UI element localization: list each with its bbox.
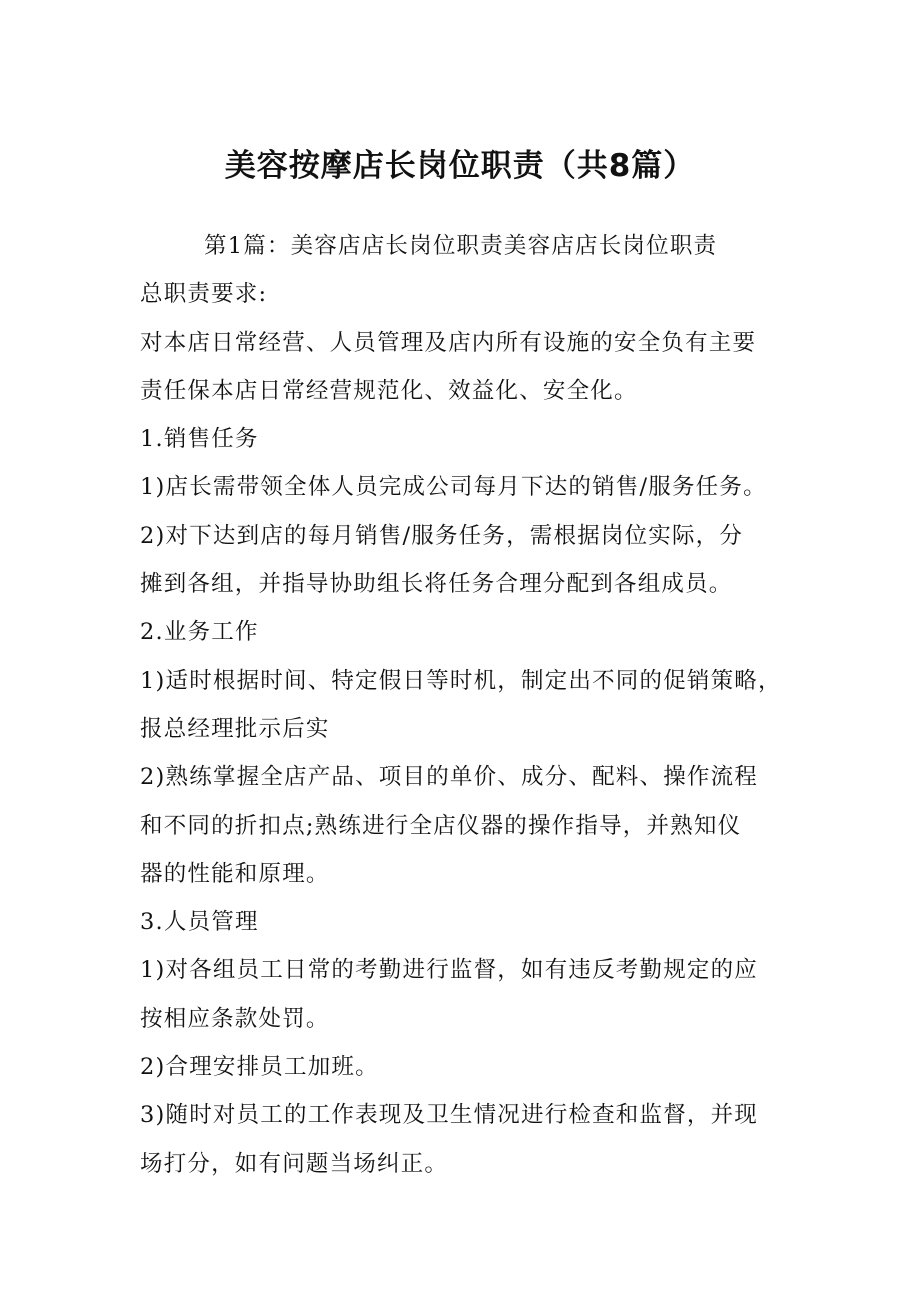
text-line: 3)随时对员工的工作表现及卫生情况进行检查和监督，并现 <box>140 1102 758 1129</box>
text-line: 和不同的折扣点;熟练进行全店仪器的操作指导，并熟知仪 <box>140 812 742 839</box>
text-line: 1)适时根据时间、特定假日等时机，制定出不同的促销策略， <box>140 667 782 694</box>
section-heading-sales: 1.销售任务 <box>140 426 259 453</box>
text-line: 总职责要求: <box>140 281 268 308</box>
document-body <box>140 222 790 1188</box>
section-heading-business: 2.业务工作 <box>140 619 259 646</box>
text-line: 2)合理安排员工加班。 <box>140 1054 379 1081</box>
text-line: 器的性能和原理。 <box>140 860 330 887</box>
chapter-heading: 第1篇：美容店店长岗位职责美容店店长岗位职责 <box>204 233 718 259</box>
text-line: 摊到各组，并指导协助组长将任务合理分配到各组成员。 <box>140 571 733 598</box>
text-line: 1)店长需带领全体人员完成公司每月下达的销售/服务任务。 <box>140 474 767 501</box>
text-line: 对本店日常经营、人员管理及店内所有设施的安全负有主要 <box>140 329 757 356</box>
text-line: 2)熟练掌握全店产品、项目的单价、成分、配料、操作流程 <box>140 764 758 791</box>
document-title: 美容按摩店长岗位职责（共8篇） <box>224 148 696 184</box>
text-line: 责任保本店日常经营规范化、效益化、安全化。 <box>140 377 638 404</box>
text-line: 报总经理批示后实 <box>140 715 330 742</box>
text-line: 按相应条款处罚。 <box>140 1005 330 1032</box>
text-line: 2)对下达到店的每月销售/服务任务，需根据岗位实际，分 <box>140 522 744 549</box>
text-line: 场打分，如有问题当场纠正。 <box>140 1150 449 1177</box>
text-line: 1)对各组员工日常的考勤进行监督，如有违反考勤规定的应 <box>140 957 758 984</box>
section-heading-personnel: 3.人员管理 <box>140 909 259 936</box>
